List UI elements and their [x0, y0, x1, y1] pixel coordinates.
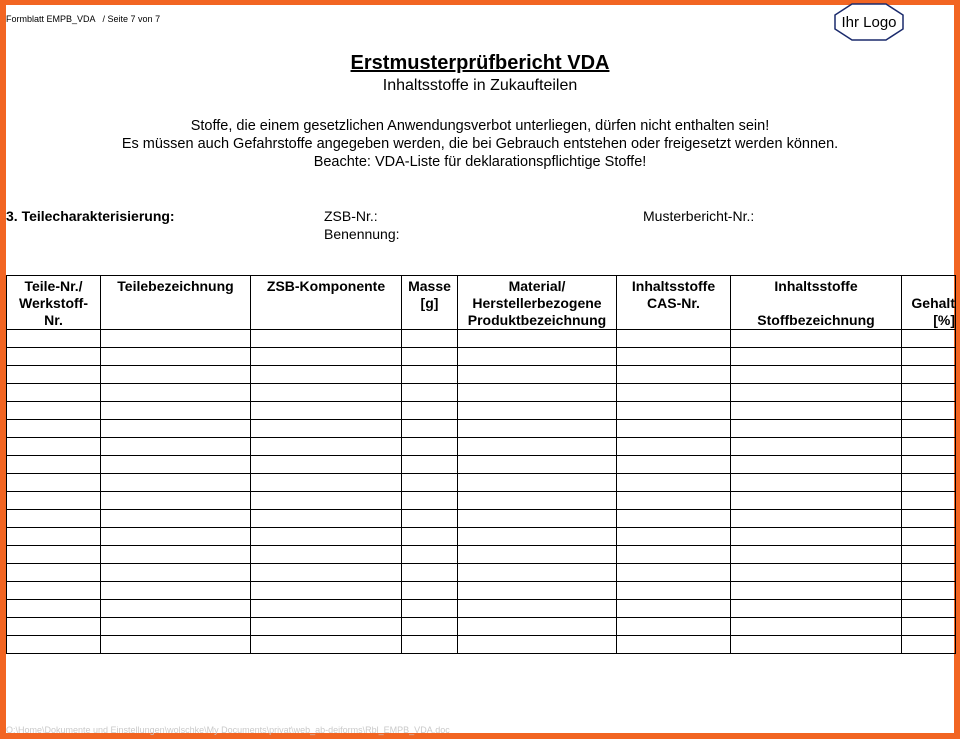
logo-text: Ihr Logo [841, 13, 897, 31]
form-info: Formblatt EMPB_VDA / Seite 7 von 7 [6, 14, 161, 24]
table-cell[interactable] [402, 636, 458, 654]
col-header-substance-bottom: Stoffbezeichnung [757, 312, 875, 328]
table-cell[interactable] [101, 456, 251, 474]
table-cell[interactable] [617, 474, 731, 492]
table-cell[interactable] [251, 564, 402, 582]
table-cell[interactable] [402, 348, 458, 366]
table-cell[interactable] [617, 402, 731, 420]
table-cell[interactable] [731, 564, 902, 582]
table-cell[interactable] [458, 474, 617, 492]
table-cell[interactable] [458, 492, 617, 510]
table-cell[interactable] [902, 636, 956, 654]
table-cell[interactable] [251, 546, 402, 564]
table-cell[interactable] [7, 510, 101, 528]
company-logo [834, 3, 904, 41]
table-cell[interactable] [251, 456, 402, 474]
table-cell[interactable] [617, 456, 731, 474]
table-cell[interactable] [617, 492, 731, 510]
col-header-zsb-component: ZSB-Komponente [251, 276, 402, 330]
table-cell[interactable] [101, 384, 251, 402]
table-cell[interactable] [617, 420, 731, 438]
table-cell[interactable] [902, 474, 956, 492]
table-cell[interactable] [731, 510, 902, 528]
table-cell[interactable] [902, 438, 956, 456]
table-cell[interactable] [101, 366, 251, 384]
zsb-number-label: ZSB-Nr.: [324, 208, 378, 224]
substances-table [6, 275, 956, 654]
notice-line-1: Stoffe, die einem gesetzlichen Anwendungsverbot unterliegen, dürfen nicht enthalten sein! [190, 118, 770, 134]
table-cell[interactable] [902, 582, 956, 600]
table-cell[interactable] [101, 510, 251, 528]
table-cell[interactable] [7, 366, 101, 384]
table-cell[interactable] [7, 564, 101, 582]
table-cell[interactable] [7, 420, 101, 438]
table-cell[interactable] [902, 600, 956, 618]
table-cell[interactable] [7, 492, 101, 510]
table-cell[interactable] [617, 546, 731, 564]
table-cell[interactable] [251, 618, 402, 636]
col-header-cas-number: Inhaltsstoffe CAS-Nr. [617, 276, 731, 330]
table-row [7, 582, 956, 600]
table-cell[interactable] [731, 600, 902, 618]
table-row [7, 456, 956, 474]
table-cell[interactable] [458, 420, 617, 438]
table-cell[interactable] [902, 528, 956, 546]
table-row [7, 600, 956, 618]
table-cell[interactable] [402, 564, 458, 582]
table-cell[interactable] [617, 618, 731, 636]
table-row [7, 618, 956, 636]
table-cell[interactable] [731, 636, 902, 654]
table-cell[interactable] [617, 600, 731, 618]
table-cell[interactable] [458, 636, 617, 654]
table-cell[interactable] [402, 402, 458, 420]
table-cell[interactable] [402, 528, 458, 546]
table-cell[interactable] [731, 438, 902, 456]
table-cell[interactable] [902, 564, 956, 582]
table-cell[interactable] [7, 384, 101, 402]
table-cell[interactable] [731, 546, 902, 564]
table-cell[interactable] [458, 618, 617, 636]
table-cell[interactable] [731, 582, 902, 600]
table-cell[interactable] [402, 474, 458, 492]
table-cell[interactable] [617, 348, 731, 366]
page-subtitle: Inhaltsstoffe in Zukaufteilen [382, 77, 578, 94]
table-cell[interactable] [902, 546, 956, 564]
table-cell[interactable] [402, 600, 458, 618]
table-cell[interactable] [731, 492, 902, 510]
table-cell[interactable] [7, 546, 101, 564]
table-row [7, 474, 956, 492]
table-cell[interactable] [902, 456, 956, 474]
table-cell[interactable] [251, 600, 402, 618]
musterbericht-number-label: Musterbericht-Nr.: [643, 208, 755, 224]
table-cell[interactable] [251, 636, 402, 654]
table-cell[interactable] [731, 528, 902, 546]
table-row [7, 402, 956, 420]
table-cell[interactable] [251, 366, 402, 384]
table-cell[interactable] [101, 600, 251, 618]
table-cell[interactable] [402, 546, 458, 564]
table-cell[interactable] [251, 384, 402, 402]
table-cell[interactable] [902, 420, 956, 438]
table-cell[interactable] [7, 618, 101, 636]
table-cell[interactable] [731, 474, 902, 492]
table-cell[interactable] [731, 420, 902, 438]
table-cell[interactable] [251, 348, 402, 366]
table-cell[interactable] [402, 582, 458, 600]
table-row [7, 492, 956, 510]
table-cell[interactable] [101, 402, 251, 420]
table-cell[interactable] [7, 474, 101, 492]
col-header-part-name: Teilebezeichnung [101, 276, 251, 330]
table-cell[interactable] [402, 366, 458, 384]
table-cell[interactable] [101, 348, 251, 366]
table-cell[interactable] [7, 600, 101, 618]
table-cell[interactable] [402, 492, 458, 510]
table-cell[interactable] [617, 366, 731, 384]
table-cell[interactable] [101, 492, 251, 510]
table-cell[interactable] [101, 546, 251, 564]
benennung-label: Benennung: [324, 226, 400, 242]
table-cell[interactable] [617, 330, 731, 348]
col-header-content-percent: Gehalt [%] [902, 276, 956, 330]
col-header-substance-name [731, 276, 902, 330]
table-cell[interactable] [617, 582, 731, 600]
table-cell[interactable] [7, 636, 101, 654]
table-cell[interactable] [101, 420, 251, 438]
table-cell[interactable] [731, 456, 902, 474]
table-cell[interactable] [902, 402, 956, 420]
table-cell[interactable] [617, 564, 731, 582]
table-header-row [7, 276, 956, 330]
table-cell[interactable] [458, 456, 617, 474]
table-cell[interactable] [7, 330, 101, 348]
table-cell[interactable] [251, 420, 402, 438]
table-cell[interactable] [402, 384, 458, 402]
table-cell[interactable] [458, 582, 617, 600]
table-cell[interactable] [251, 438, 402, 456]
col-header-substance-top: Inhaltsstoffe [774, 278, 858, 294]
col-header-mass: Masse [g] [402, 276, 458, 330]
table-cell[interactable] [402, 438, 458, 456]
section-label: 3. Teilecharakterisierung: [6, 208, 175, 224]
table-cell[interactable] [402, 510, 458, 528]
table-cell[interactable] [101, 564, 251, 582]
table-cell[interactable] [101, 438, 251, 456]
notice-line-2: Es müssen auch Gefahrstoffe angegeben werden, die bei Gebrauch entstehen oder freigesetzt werden können. [121, 136, 839, 152]
table-cell[interactable] [251, 492, 402, 510]
table-cell[interactable] [458, 438, 617, 456]
table-cell[interactable] [731, 618, 902, 636]
table-cell[interactable] [902, 510, 956, 528]
table-cell[interactable] [731, 330, 902, 348]
table-cell[interactable] [7, 582, 101, 600]
table-cell[interactable] [458, 348, 617, 366]
table-cell[interactable] [902, 330, 956, 348]
table-cell[interactable] [402, 618, 458, 636]
table-row [7, 420, 956, 438]
col-header-material: Material/ Herstellerbezogene Produktbezeichnung [458, 276, 617, 330]
table-cell[interactable] [731, 384, 902, 402]
table-cell[interactable] [7, 528, 101, 546]
table-cell[interactable] [458, 366, 617, 384]
table-row [7, 330, 956, 348]
table-cell[interactable] [458, 402, 617, 420]
table-cell[interactable] [617, 510, 731, 528]
table-cell[interactable] [7, 348, 101, 366]
table-cell[interactable] [402, 456, 458, 474]
table-cell[interactable] [902, 366, 956, 384]
table-cell[interactable] [101, 528, 251, 546]
file-path-footer: O:\Home\Dokumente und Einstellungen\wolschke\My Documents\privat\web_ab-deiforms\Rbl_EMPB_VDA.doc [6, 725, 450, 735]
table-cell[interactable] [101, 330, 251, 348]
table-cell[interactable] [7, 456, 101, 474]
table-row [7, 348, 956, 366]
table-cell[interactable] [458, 528, 617, 546]
table-cell[interactable] [251, 474, 402, 492]
table-row [7, 546, 956, 564]
table-cell[interactable] [458, 510, 617, 528]
table-cell[interactable] [7, 438, 101, 456]
table-row [7, 366, 956, 384]
table-row [7, 510, 956, 528]
table-cell[interactable] [731, 402, 902, 420]
notice-text [0, 117, 960, 171]
table-cell[interactable] [101, 582, 251, 600]
table-cell[interactable] [902, 618, 956, 636]
table-cell[interactable] [731, 366, 902, 384]
page-title: Erstmusterprüfbericht VDA [350, 52, 610, 74]
table-cell[interactable] [617, 384, 731, 402]
table-cell[interactable] [902, 348, 956, 366]
table-body [7, 330, 956, 654]
table-cell[interactable] [251, 582, 402, 600]
table-cell[interactable] [902, 384, 956, 402]
table-cell[interactable] [101, 474, 251, 492]
table-cell[interactable] [902, 492, 956, 510]
table-cell[interactable] [458, 384, 617, 402]
notice-line-3: Beachte: VDA-Liste für deklarationspflichtige Stoffe! [313, 154, 647, 170]
table-cell[interactable] [458, 600, 617, 618]
table-row [7, 528, 956, 546]
table-cell[interactable] [101, 618, 251, 636]
table-cell[interactable] [458, 330, 617, 348]
table-cell[interactable] [251, 330, 402, 348]
table-cell[interactable] [458, 564, 617, 582]
table-cell[interactable] [251, 528, 402, 546]
col-header-part-number: Teile-Nr./ Werkstoff- Nr. [7, 276, 101, 330]
table-row [7, 438, 956, 456]
table-cell[interactable] [402, 330, 458, 348]
table-cell[interactable] [402, 420, 458, 438]
table-cell[interactable] [617, 438, 731, 456]
table-row [7, 636, 956, 654]
table-cell[interactable] [101, 636, 251, 654]
table-cell[interactable] [617, 528, 731, 546]
table-cell[interactable] [251, 402, 402, 420]
table-cell[interactable] [617, 636, 731, 654]
table-cell[interactable] [731, 348, 902, 366]
table-cell[interactable] [7, 402, 101, 420]
table-cell[interactable] [458, 546, 617, 564]
table-cell[interactable] [251, 510, 402, 528]
table-row [7, 564, 956, 582]
table-row [7, 384, 956, 402]
